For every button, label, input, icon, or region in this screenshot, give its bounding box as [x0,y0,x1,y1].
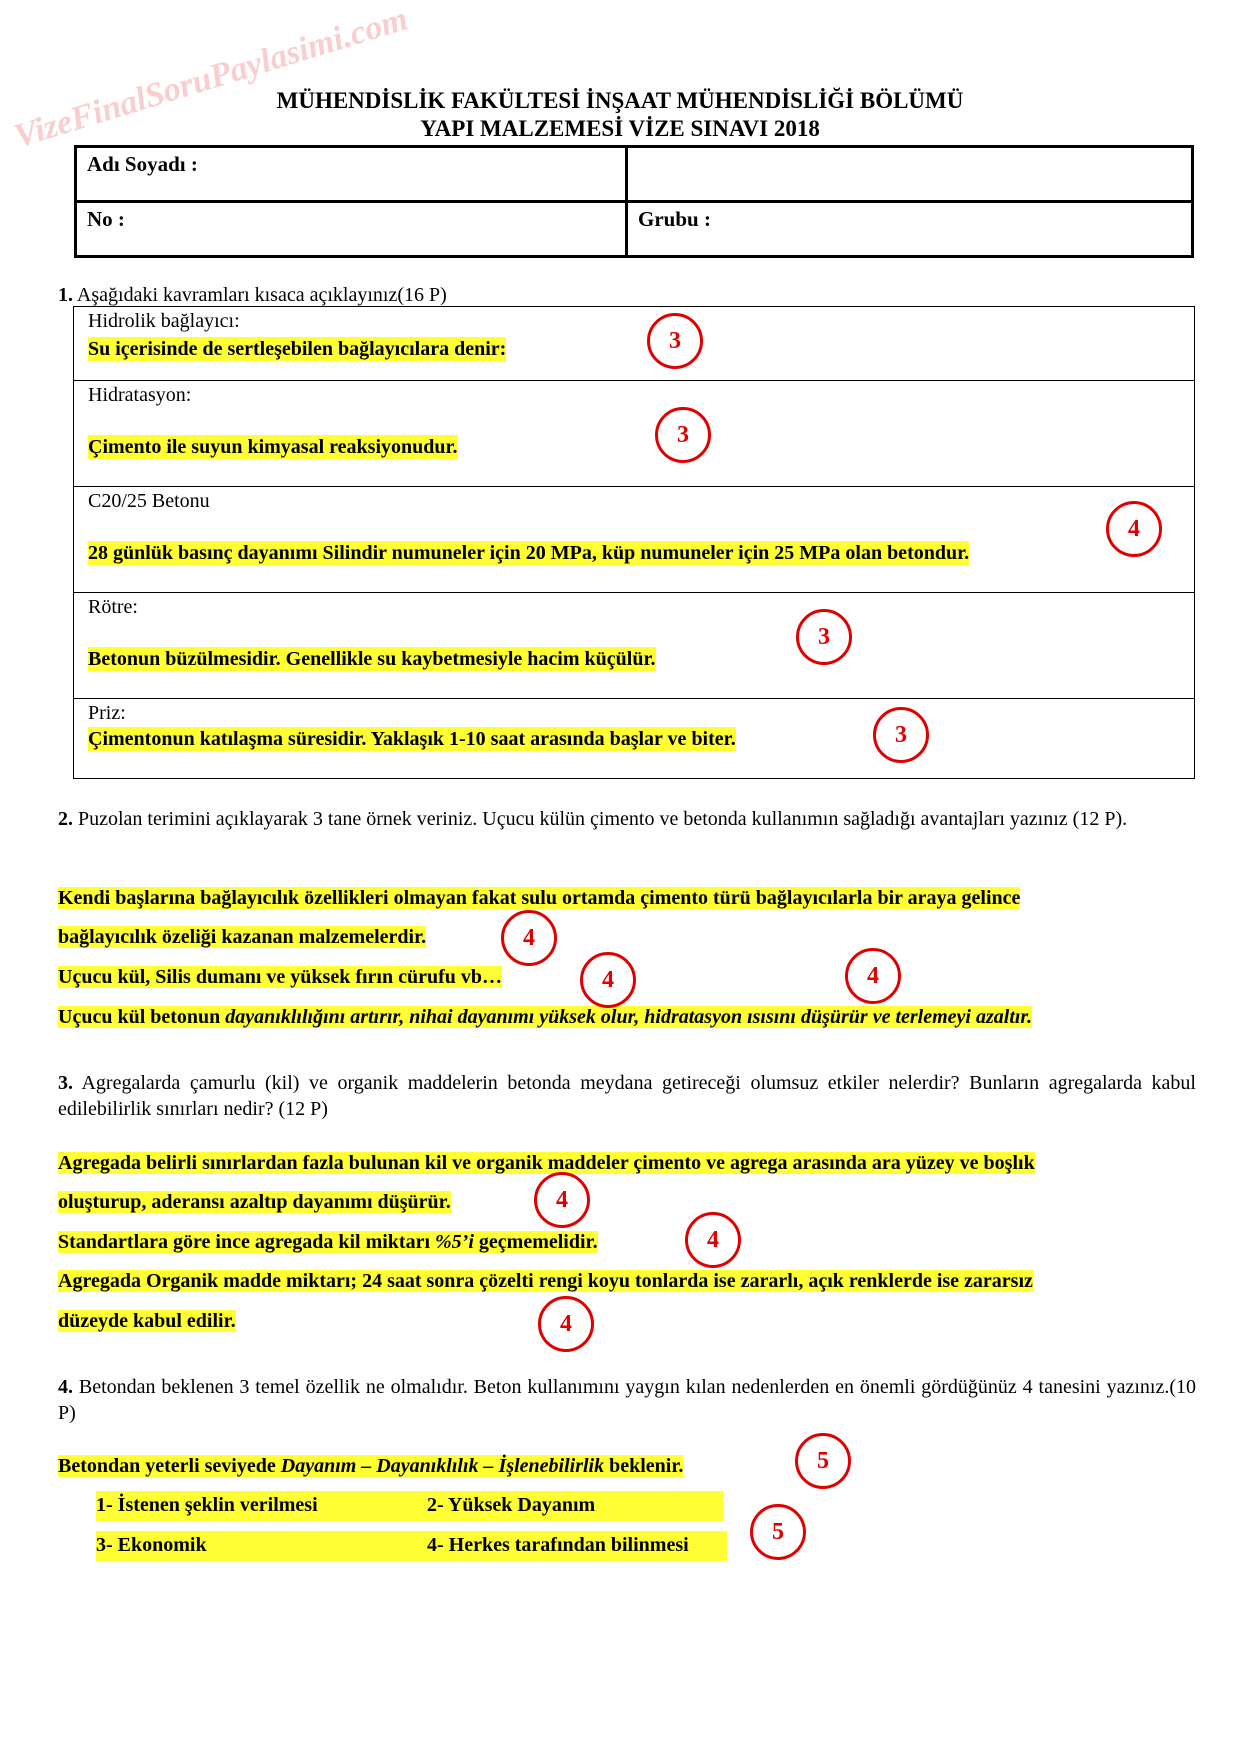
score-circle: 5 [795,1433,851,1489]
score-circle: 4 [845,948,901,1004]
answer-line [58,1231,598,1253]
concept-label: Rötre: [88,596,138,618]
question-3-text: Agregalarda çamurlu (kil) ve organik maddelerin betonda meydana getireceği olumsuz etkiler nelerdir? Bunların agregalarda kabul edilebilirlik sınırları nedir? (12 P) [58,1072,1196,1120]
answer-text: beklenir. [604,1455,684,1477]
question-1-answer-table [73,306,1195,779]
answer-line: Kendi başlarına bağlayıcılık özellikleri olmayan fakat sulu ortamda çimento türü bağlayıcılarla bir araya gelince [58,887,1021,909]
list-row [96,1491,723,1521]
concept-answer: Betonun büzülmesidir. Genellikle su kaybetmesiyle hacim küçülür. [88,648,656,670]
watermark: VizeFinalSoruPaylasimi.com [10,0,412,156]
concept-row [74,487,1194,593]
question-3-prompt [58,1070,1196,1122]
question-4-prompt [58,1374,1196,1426]
answer-line: Agregada Organik madde miktarı; 24 saat sonra çözelti rengi koyu tonlarda ise zararlı, açık renklerde ise zararsız [58,1270,1033,1292]
concept-row [74,699,1194,779]
question-4-number: 4. [58,1376,73,1398]
answer-text: geçmemelidir. [473,1231,598,1253]
answer-line [58,1006,1032,1028]
question-1-prompt [58,282,1196,308]
concept-answer: 28 günlük basınç dayanımı Silindir numuneler için 20 MPa, küp numuneler için 25 MPa olan betondur. [88,542,970,564]
answer-text-italic: dayanıklılığını artırır, nihai dayanımı yüksek olur, hidratasyon ısısını düşürür ve terlemeyi azaltır. [225,1006,1033,1028]
answer-text: Betondan yeterli seviyede [58,1455,281,1477]
score-circle: 3 [873,707,929,763]
student-info-table [74,145,1194,258]
name-value-cell [627,147,1193,202]
concept-label: Priz: [88,702,126,724]
score-circle: 5 [750,1504,806,1560]
score-circle: 3 [796,609,852,665]
question-1-text: Aşağıdaki kavramları kısaca açıklayınız(16 P) [76,284,447,306]
answer-line: Uçucu kül, Silis dumanı ve yüksek fırın cürufu vb… [58,966,502,988]
question-3-number: 3. [58,1072,73,1094]
list-item: 2- Yüksek Dayanım [427,1494,596,1516]
name-label: Adı Soyadı : [76,147,627,202]
concept-row [74,307,1194,381]
question-4-text: Betondan beklenen 3 temel özellik ne olmalıdır. Beton kullanımını yaygın kılan nedenlerden en önemli gördüğünüz 4 tanesini yazınız.(10 P) [58,1376,1197,1424]
score-circle: 4 [580,952,636,1008]
group-label: Grubu : [627,202,1193,257]
question-1-number: 1. [58,284,73,306]
answer-line [58,1455,683,1477]
concept-row [74,593,1194,699]
answer-line: Agregada belirli sınırlardan fazla bulunan kil ve organik maddeler çimento ve agrega arasında ara yüzey ve boşlık [58,1152,1035,1174]
list-item: 1- İstenen şeklin verilmesi [96,1494,318,1516]
list-item: 3- Ekonomik [96,1534,207,1556]
concept-answer: Çimentonun katılaşma süresidir. Yaklaşık 1-10 saat arasında başlar ve biter. [88,728,736,750]
exam-title: YAPI MALZEMESİ VİZE SINAVI 2018 [420,116,820,141]
answer-text-italic: Dayanım – Dayanıklılık – İşlenebilirlik [280,1455,605,1477]
concept-answer: Su içerisinde de sertleşebilen bağlayıcılara denir: [88,338,507,360]
answer-line: oluşturup, aderansı azaltıp dayanımı düşürür. [58,1191,451,1213]
answer-text-italic: %5’i [435,1231,474,1253]
score-circle: 3 [647,313,703,369]
concept-label: C20/25 Betonu [88,490,210,512]
score-circle: 4 [685,1212,741,1268]
score-circle: 4 [538,1296,594,1352]
concept-row [74,381,1194,487]
list-item: 4- Herkes tarafından bilinmesi [427,1534,689,1556]
concept-answer: Çimento ile suyun kimyasal reaksiyonudur. [88,436,458,458]
list-row [96,1531,727,1561]
answer-text: Uçucu kül betonun [58,1006,226,1028]
number-label: No : [76,202,627,257]
concept-label: Hidrolik bağlayıcı: [88,310,240,332]
score-circle: 3 [655,407,711,463]
answer-line: bağlayıcılık özeliği kazanan malzemelerdir. [58,926,427,948]
question-2-number: 2. [58,808,73,830]
score-circle: 4 [534,1172,590,1228]
question-2-prompt [58,806,1196,832]
score-circle: 4 [1106,501,1162,557]
question-2-text: Puzolan terimini açıklayarak 3 tane örnek veriniz. Uçucu külün çimento ve betonda kullanımın sağladığı avantajları yazınız (12 P). [78,808,1128,830]
concept-label: Hidratasyon: [88,384,192,406]
answer-line: düzeyde kabul edilir. [58,1310,236,1332]
faculty-title: MÜHENDİSLİK FAKÜLTESİ İNŞAAT MÜHENDİSLİĞİ BÖLÜMÜ [276,88,964,113]
answer-text: Standartlara göre ince agregada kil miktarı [58,1231,436,1253]
score-circle: 4 [501,910,557,966]
